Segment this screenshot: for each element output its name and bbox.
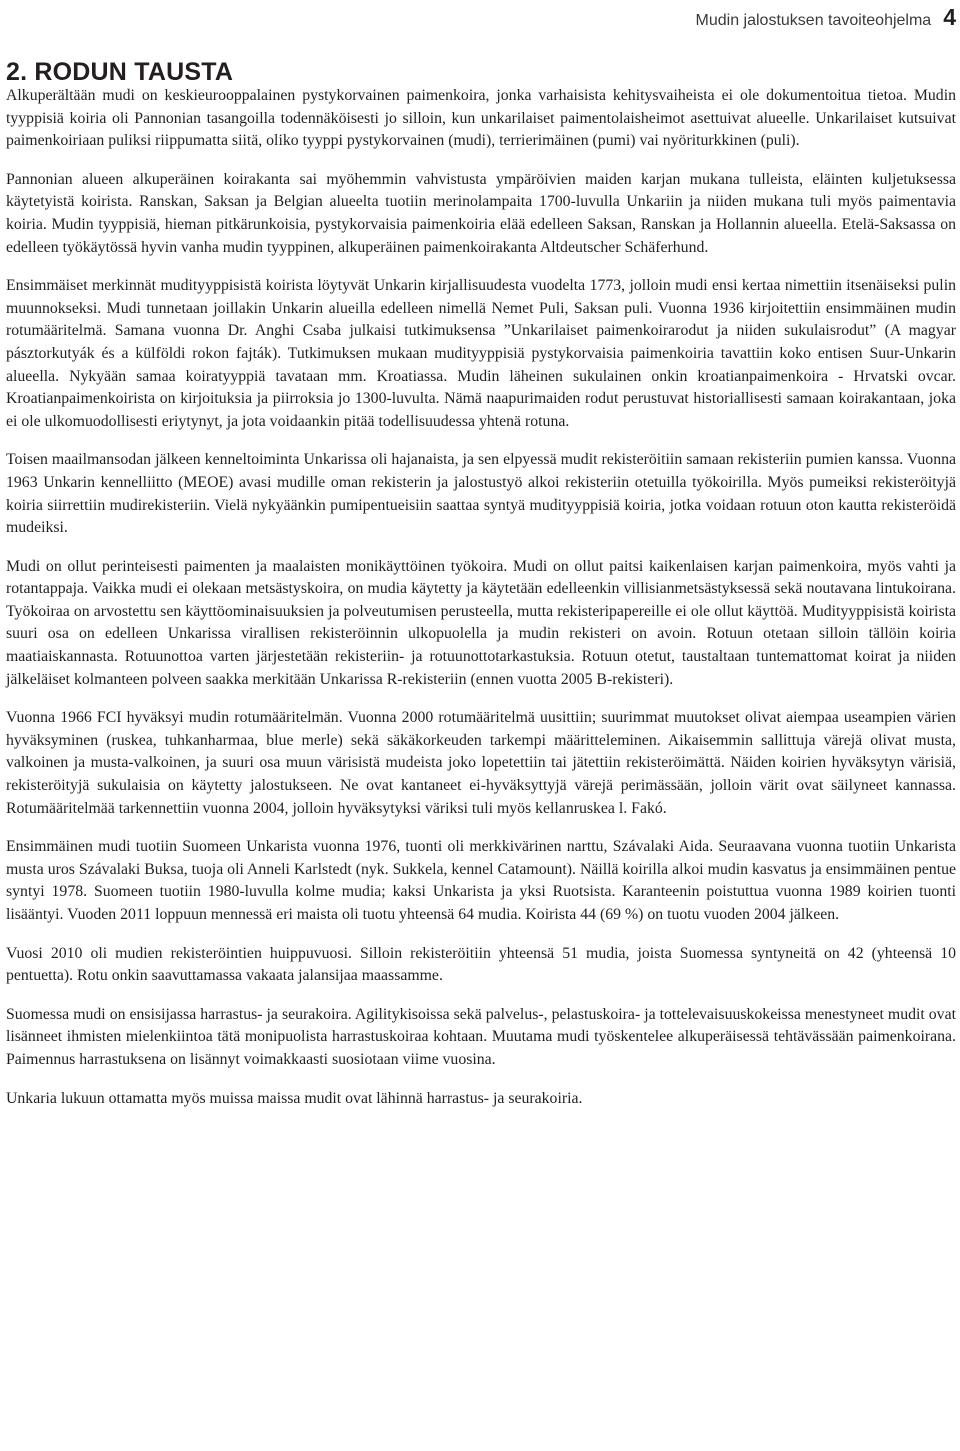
paragraph: Suomessa mudi on ensisijassa harrastus- ja seurakoira. Agilitykisoissa sekä palvelus-, pelastuskoira- ja tottelevaisuuskokeissa menestyneet mudit ovat lisänneet ihmisten mielenkiintoa tätä monipuolista harrastuskoiraa kohtaan. Muutama mudi työskentelee alkuperäisessä tehtävässään paimenkoirana. Paimennus harrastuksena on lisännyt voimakkaasti suosiotaan viime vuosina. xyxy=(6,1005,956,1068)
section-title: 2. RODUN TAUSTA xyxy=(6,58,234,86)
paragraph: Mudi on ollut perinteisesti paimenten ja maalaisten monikäyttöinen työkoira. Mudi on ollut paitsi kaikenlaisen karjan paimenkoira, myös vahti ja rotantappaja. Vaikka mudi ei olekaan metsästyskoira, on mudia käytetty ja käytetään edelleenkin villisianmetsästyksessä sekä noutavana lintukoirana. Työkoiraa on arvostettu sen käyttöominaisuuksien ja polveutumisen perusteella, mutta rekisteripapereille ei ole ollut käyttöä. Mudityyppisistä koirista suuri osa on edelleen Unkarissa virallisen rekisteröinnin ulkopuolella ja mudin rekisteri on avoin. Rotuun otetaan silloin tällöin koiria maatiaiskannasta. Rotuunottoa varten järjestetään rekisteriin- ja rotuunottotarkastuksia. Rotuun otetut, taustaltaan tuntemattomat koirat ja niiden jälkeläiset kolmanteen polveen saakka merkitään Unkarissa R-rekisteriin (ennen vuotta 2005 B-rekisteri). xyxy=(6,557,956,688)
paragraph: Ensimmäiset merkinnät mudityyppisistä koirista löytyvät Unkarin kirjallisuudesta vuodelta 1773, jolloin mudi ensi kertaa nimettiin itsenäiseksi pulin muunnokseksi. Mudi tunnetaan joillakin Unkarin alueilla edelleen nimellä Nemet Puli, Saksan puli. Vuonna 1936 kirjoitettiin ensimmäinen mudin rotumääritelmä. Samana vuonna Dr. Anghi Csaba julkaisi tutkimuksensa ”Unkarilaiset paimenkoirarodut ja niiden sukulaisrodut” (A magyar pásztorkutyák és a külföldi rokon fajták). Tutkimuksen mukaan mudityyppisiä pystykorvaisia paimenkoiria tavattiin koko entisen Suur-Unkarin alueella. Nykyään samaa koiratyyppiä tavataan mm. Kroatiassa. Mudin läheinen sukulainen onkin kroatianpaimenkoira - Hrvatski ovcar. Kroatianpaimenkoirista on kirjoituksia ja piirroksia jo 1300-luvulta. Nämä naapurimaiden rodut perustuvat historiallisesti samaan koirakantaan, joka ei ole ulkomuodollisesti eriytynyt, ja jota voidaankin pitää todellisuudessa yhtenä rotuna. xyxy=(6,277,956,430)
paragraph: Vuonna 1966 FCI hyväksyi mudin rotumääritelmän. Vuonna 2000 rotumääritelmä uusittiin; suurimmat muutokset olivat aiempaa useampien värien hyväksyminen (ruskea, tuhkanharmaa, blue merle) sekä säkäkorkeuden tarkempi määritteleminen. Aikaisemmin sallittuja värejä olivat musta, valkoinen ja musta-valkoinen, ja suuri osa muun värisistä mudeista joko lopetettiin tai jätettiin rekisteröimättä. Näiden koirien hyväksytyn värisiä, rekisteröityjä sukulaisia on käytetty jalostukseen. Ne ovat kantaneet ei-hyväksyttyjä värejä perimässään, jolloin värit ovat säilyneet kannassa. Rotumääritelmää tarkennettiin vuonna 2004, jolloin hyväksytyksi väriksi tuli myös kellanruskea l. Fakó. xyxy=(6,709,956,817)
paragraph: Alkuperältään mudi on keskieurooppalainen pystykorvainen paimenkoira, jonka varhaisista kehitysvaiheista ei ole dokumentoitua tietoa. Mudin tyyppisiä koiria oli Pannonian tasangoilla todennäköisesti jo silloin, kun unkarilaiset paimentolaisheimot asettuivat alueelle. Unkarilaiset kutsuivat paimenkoiriaan puliksi riippumatta siitä, oliko tyyppi pystykorvainen (mudi), terrierimäinen (pumi) vai nyöriturkkinen (puli). xyxy=(6,87,956,150)
paragraph: Pannonian alueen alkuperäinen koirakanta sai myöhemmin vahvistusta ympäröivien maiden karjan mukana tulleista, eläinten kuljetuksessa käytetyistä koirista. Ranskan, Saksan ja Belgian alueelta tuotiin merinolampaita 1700-luvulla Unkariin ja niiden mukana tuli myös paimentavia koiria. Mudin tyyppisiä, hieman pitkärunkoisia, pystykorvaisia paimenkoiria elää edelleen Saksan, Ranskan ja Hollannin alueella. Etelä-Saksassa on edelleen työkäytössä hyvin vanha mudin tyyppinen, alkuperäinen paimenkoirakanta Altdeutscher Schäferhund. xyxy=(6,170,956,256)
body-text xyxy=(6,85,956,1126)
paragraph: Unkaria lukuun ottamatta myös muissa maissa mudit ovat lähinnä harrastus- ja seurakoiria. xyxy=(6,1089,583,1107)
header-title: Mudin jalostuksen tavoiteohjelma xyxy=(695,12,932,29)
paragraph: Vuosi 2010 oli mudien rekisteröintien huippuvuosi. Silloin rekisteröitiin yhteensä 51 mudia, joista Suomessa syntyneitä on 42 (yhteensä 10 pentuetta). Rotu onkin saavuttamassa vakaata jalansijaa maassamme. xyxy=(6,944,956,985)
paragraph: Ensimmäinen mudi tuotiin Suomeen Unkarista vuonna 1976, tuonti oli merkkivärinen narttu, Szávalaki Aida. Seuraavana vuonna tuotiin Unkarista musta uros Szávalaki Buksa, tuoja oli Anneli Karlstedt (nyk. Sukkela, kennel Catamount). Näillä koirilla alkoi mudin kasvatus ja ensimmäinen pentue syntyi 1978. Suomeen tuotiin 1980-luvulla kolme mudia; kaksi Unkarista ja yksi Ruotsista. Karanteenin poistuttua vuonna 1989 koirien tuonti lisääntyi. Vuoden 2011 loppuun mennessä eri maista oli tuotu yhteensä 64 mudia. Koirista 44 (69 %) on tuotu vuoden 2004 jälkeen. xyxy=(6,838,956,923)
paragraph: Toisen maailmansodan jälkeen kenneltoiminta Unkarissa oli hajanaista, ja sen elpyessä mudit rekisteröitiin samaan rekisteriin pumien kanssa. Vuonna 1963 Unkarin kennelliitto (MEOE) avasi mudille oman rekisterin ja jalostustyö alkoi rekisteriin otetuilla työkoirilla. Myös pumeiksi rekisteröityjä koiria siirrettiin mudirekisteriin. Vielä nykyäänkin pumipentueisiin saattaa syntyä mudityyppisiä koiria, jotka voidaan rotuun oton kautta rekisteröidä mudeiksi. xyxy=(6,451,956,537)
running-header xyxy=(696,4,956,31)
page-number: 4 xyxy=(943,4,956,30)
